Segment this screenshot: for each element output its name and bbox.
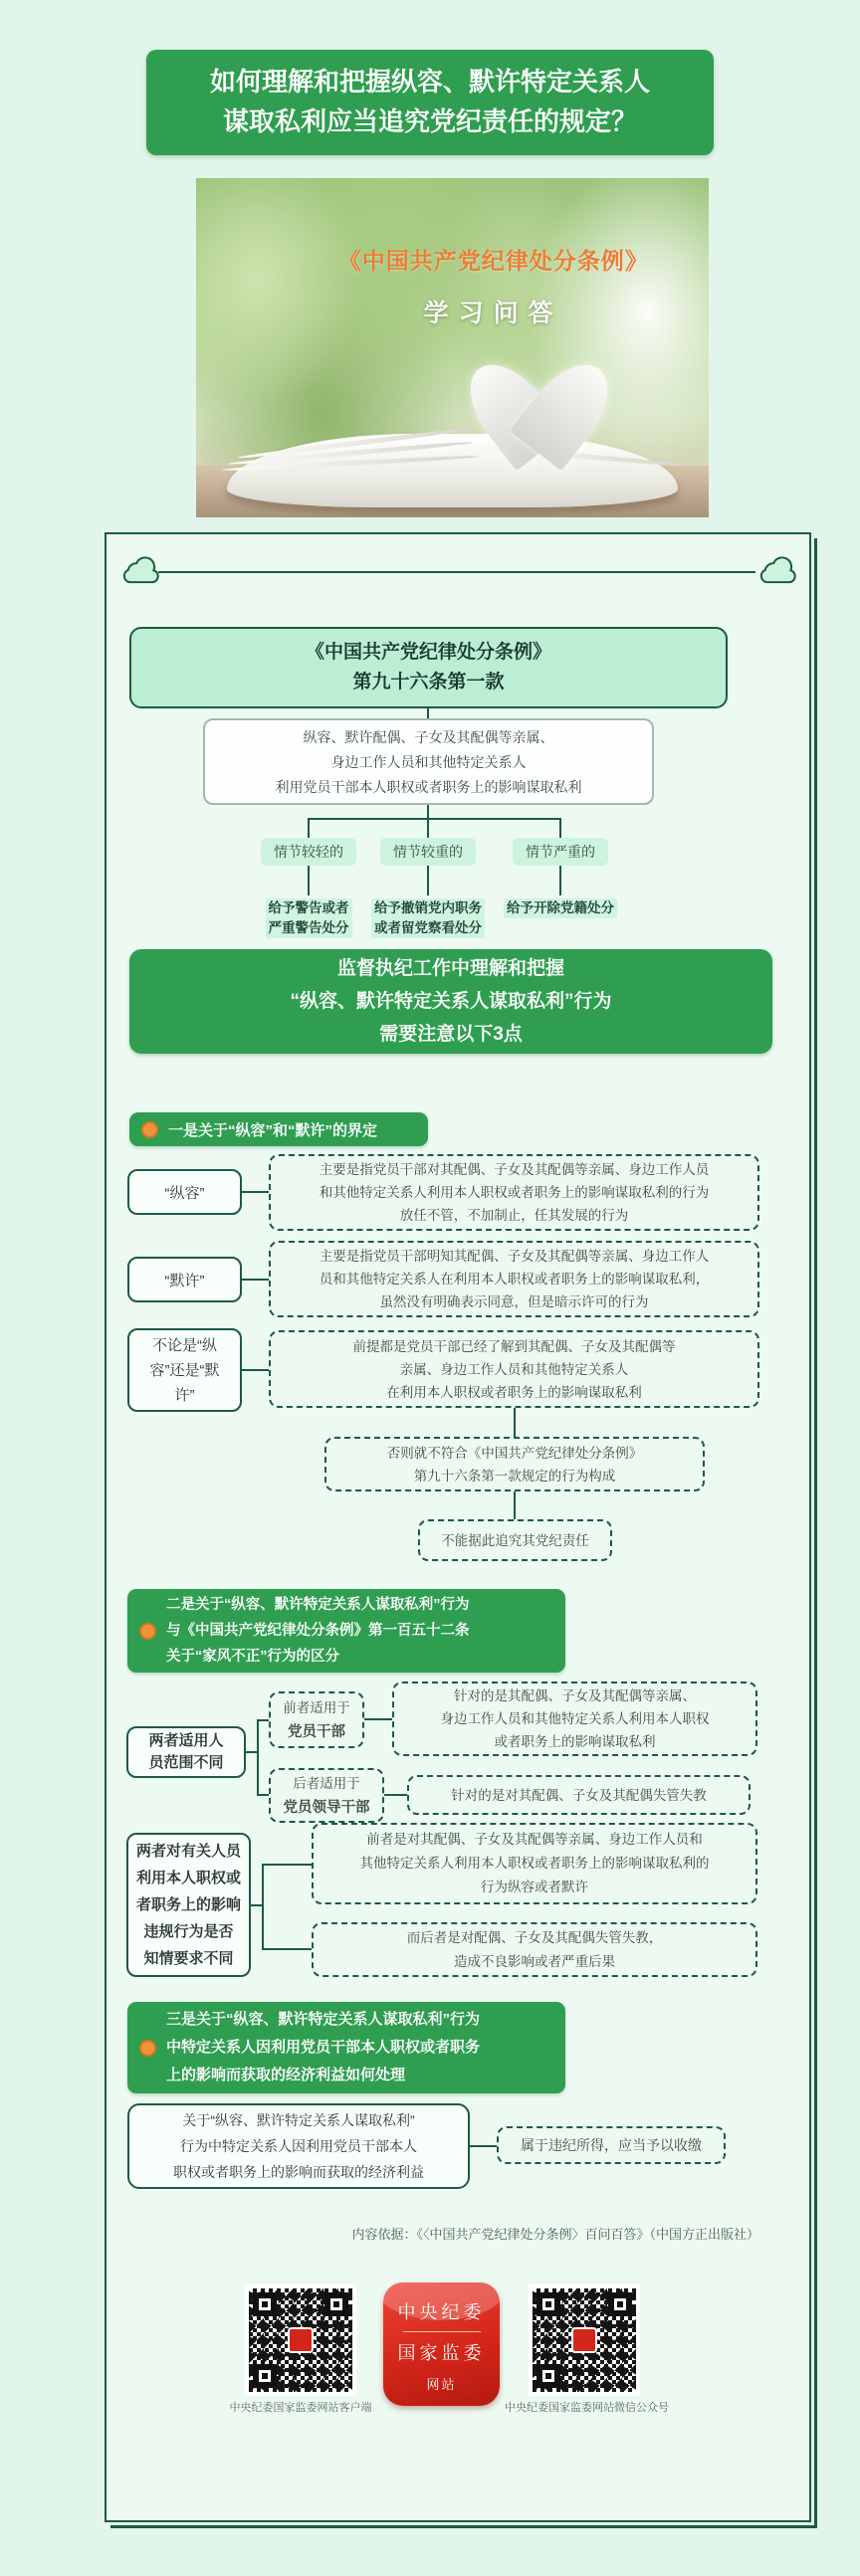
connector (257, 1719, 259, 1796)
desc-line: 造成不良影响或者严重后果 (454, 1953, 615, 1969)
desc-box-moxu (269, 1241, 759, 1317)
severity-chip-medium: 情节较重的 (380, 838, 476, 866)
connector (559, 866, 561, 895)
hero-book-title: 《中国共产党纪律处分条例》 (337, 247, 649, 274)
chip-line: 后者适用于 (293, 1775, 360, 1791)
desc-line: 或者职务上的影响谋取私利 (494, 1734, 656, 1749)
section3-header (127, 2002, 565, 2093)
desc-line: 放任不管，不加制止，任其发展的行为 (399, 1208, 629, 1223)
connector (257, 1719, 269, 1721)
desc-line: 前提都是党员干部已经了解到其配偶、子女及其配偶等 (352, 1338, 676, 1354)
flow-panel (105, 532, 811, 2522)
knowledge-former-box (312, 1823, 757, 1904)
question-line: 行为中特定关系人因利用党员干部本人 (180, 2138, 417, 2154)
connector (427, 708, 429, 718)
banner-line1: 监督执纪工作中理解和把握 (336, 958, 564, 979)
result-line: 给予警告或者 (266, 898, 352, 918)
law-box (129, 627, 728, 708)
connector (427, 866, 429, 895)
chip-line: 党员干部 (288, 1723, 345, 1740)
desc-line: 前者是对其配偶、子女及其配偶等亲属、身边工作人员和 (366, 1832, 703, 1847)
header-line: 三是关于“纵容、默许特定关系人谋取私利”行为 (166, 2011, 481, 2028)
term-line: 许” (174, 1386, 195, 1404)
knowledge-label-line: 知情要求不同 (143, 1950, 234, 1967)
hero-image (196, 178, 709, 517)
cloud-icon (118, 556, 162, 588)
desc-line: 而后者是对配偶、子女及其配偶失管失教， (406, 1929, 663, 1945)
notice-banner (129, 949, 772, 1054)
connector (262, 1948, 312, 1950)
term-box-moxu (127, 1257, 242, 1302)
behavior-line3: 利用党员干部本人职权或者职务上的影响谋取私利 (275, 779, 582, 795)
connector (514, 1408, 516, 1437)
qr-center-logo (288, 2327, 314, 2353)
desc-line: 亲属、身边工作人员和其他特定关系人 (399, 1361, 629, 1377)
banner-line3: 需要注意以下3点 (379, 1024, 523, 1045)
otherwise-line: 否则就不符合《中国共产党纪律处分条例》 (386, 1445, 643, 1461)
question-line: 关于“纵容、默许特定关系人谋取私利” (182, 2112, 415, 2128)
qr-caption-left: 中央纪委国家监委网站客户端 (229, 2402, 372, 2414)
connector (384, 1794, 407, 1796)
header-line: 上的影响而获取的经济利益如何处理 (166, 2067, 406, 2083)
bullet-dot-icon (141, 1121, 158, 1138)
source-note: 内容依据：《〈中国共产党纪律处分条例〉百问百答》（中国方正出版社） (351, 2227, 759, 2242)
header-line: 关于“家风不正”行为的区分 (166, 1649, 339, 1665)
term-box-either (127, 1328, 242, 1412)
header-line: 与《中国共产党纪律处分条例》第一百五十二条 (166, 1623, 470, 1639)
desc-line: 针对的是其配偶、子女及其配偶等亲属、 (454, 1688, 696, 1703)
qr-caption-right: 中央纪委国家监委网站微信公众号 (505, 2402, 669, 2414)
knowledge-label-line: 利用本人职权或 (135, 1870, 241, 1886)
connector (242, 1369, 269, 1371)
result-line: 严重警告处分 (266, 918, 352, 938)
hero-subtitle: 学习问答 (423, 298, 563, 327)
connector (470, 2145, 497, 2147)
rope-line (158, 571, 755, 573)
connector (308, 866, 310, 895)
term-line: 不论是“纵 (152, 1336, 217, 1354)
qr-finder (253, 2364, 277, 2388)
knowledge-label-line: 两者对有关人员 (135, 1843, 241, 1860)
behavior-box (203, 718, 654, 805)
chip-line: 前者适用于 (283, 1699, 350, 1715)
qr-finder (324, 2292, 348, 2316)
result-line: 或者留党察看处分 (371, 918, 485, 938)
term-box-zongrong (127, 1169, 242, 1215)
ccdi-app-badge (383, 2282, 500, 2406)
qr-code-wechat (533, 2288, 636, 2392)
cloud-icon (755, 556, 799, 588)
desc-line: 行为纵容或者默许 (481, 1880, 588, 1894)
header-line: 二是关于“纵容、默许特定关系人谋取私利”行为 (166, 1597, 470, 1613)
qr-code-client (249, 2288, 352, 2392)
otherwise-box (324, 1437, 705, 1491)
scope-label-line: 两者适用人 (148, 1732, 224, 1749)
section2-header (127, 1589, 565, 1673)
desc-box-zongrong (269, 1154, 759, 1231)
desc-line: 主要是指党员干部明知其配偶、子女及其配偶等亲属、身边工作人 (319, 1249, 710, 1264)
page-title-line2: 谋取私利应当追究党纪责任的规定？ (222, 106, 637, 136)
connector (262, 1864, 312, 1866)
bullet-dot-icon (139, 1623, 156, 1640)
connector (427, 805, 429, 818)
latter-desc-box (407, 1775, 751, 1815)
connector (364, 1718, 392, 1720)
qr-finder (253, 2292, 277, 2316)
chip-line: 党员领导干部 (283, 1799, 370, 1816)
connector (308, 818, 560, 820)
desc-line: 虽然没有明确表示同意，但是暗示许可的行为 (379, 1294, 649, 1309)
desc-box-premise (269, 1330, 759, 1408)
otherwise-line: 第九十六条第一款规定的行为构成 (413, 1468, 616, 1484)
knowledge-latter-box (312, 1922, 757, 1977)
section1-header-label: 一是关于“纵容”和“默许”的界定 (168, 1121, 378, 1139)
qr-finder (537, 2364, 560, 2388)
benefit-question-box (127, 2103, 470, 2189)
page-title-line1: 如何理解和把握纵容、默许特定关系人 (209, 67, 650, 97)
term-label: “纵容” (164, 1184, 205, 1202)
connector (514, 1491, 516, 1519)
section1-header (129, 1112, 428, 1146)
page-title (146, 50, 714, 155)
desc-line: 身边工作人员和其他特定关系人利用本人职权 (440, 1711, 710, 1726)
badge-divider (403, 2331, 481, 2332)
connector (262, 1864, 264, 1950)
question-line: 职权或者职务上的影响而获取的经济利益 (173, 2164, 424, 2180)
qr-center-logo (571, 2327, 597, 2353)
connector (242, 1279, 269, 1281)
qr-finder (608, 2292, 632, 2316)
knowledge-label-line: 者职务上的影响 (135, 1896, 241, 1913)
result-line: 给予开除党籍处分 (504, 898, 617, 918)
desc-line: 针对的是对其配偶、子女及其配偶失管失教 (451, 1787, 707, 1803)
desc-line: 和其他特定关系人利用本人职权或者职务上的影响谋取私利的行为 (319, 1185, 710, 1200)
badge-line1: 中央纪委 (397, 2302, 486, 2322)
result-line: 给予撤销党内职务 (371, 898, 485, 918)
desc-line: 员和其他特定关系人在利用本人职权或者职务上的影响谋取私利， (319, 1272, 710, 1287)
badge-line2: 国家监委 (397, 2343, 486, 2363)
connector (257, 1794, 269, 1796)
desc-line: 其他特定关系人利用本人职权或者职务上的影响谋取私利的 (359, 1856, 710, 1871)
connector (242, 1191, 269, 1193)
term-label: “默许” (164, 1272, 205, 1289)
severity-chip-light: 情节较轻的 (261, 838, 356, 866)
severity-chip-severe: 情节严重的 (513, 838, 608, 866)
connector (308, 818, 310, 838)
section3-header-label (166, 2006, 480, 2089)
law-line2: 第九十六条第一款 (352, 672, 505, 693)
banner-line2: “纵容、默许特定关系人谋取私利”行为 (290, 991, 612, 1012)
desc-line: 主要是指党员干部对其配偶、子女及其配偶等亲属、身边工作人员 (319, 1162, 710, 1177)
knowledge-label-box (126, 1833, 251, 1977)
knowledge-label-line: 违规行为是否 (143, 1923, 234, 1940)
section2-header-label (166, 1592, 470, 1670)
header-line: 中特定关系人因利用党员干部本人职权或者职务 (166, 2039, 481, 2056)
conclusion-text: 不能据此追究其党纪责任 (441, 1532, 589, 1548)
badge-line3: 网站 (426, 2377, 457, 2392)
scope-label-box (126, 1726, 246, 1778)
bullet-dot-icon (139, 2040, 156, 2057)
qr-finder (537, 2292, 560, 2316)
former-chip (269, 1691, 364, 1748)
behavior-line2: 身边工作人员和其他特定关系人 (330, 754, 527, 770)
benefit-answer-box (497, 2126, 726, 2164)
term-line: 容”还是“默 (149, 1361, 220, 1379)
connector (559, 818, 561, 838)
behavior-line1: 纵容、默许配偶、子女及其配偶等亲属、 (303, 729, 554, 745)
former-desc-box (392, 1682, 757, 1756)
answer-text: 属于违纪所得，应当予以收缴 (521, 2136, 702, 2153)
connector (427, 818, 429, 838)
desc-line: 在利用本人职权或者职务上的影响谋取私利 (386, 1384, 642, 1400)
law-line1: 《中国共产党纪律处分条例》 (305, 642, 551, 663)
severity-result-severe (471, 898, 650, 918)
scope-label-line: 员范围不同 (148, 1754, 224, 1771)
conclusion-box (418, 1519, 612, 1561)
latter-chip (269, 1768, 384, 1823)
